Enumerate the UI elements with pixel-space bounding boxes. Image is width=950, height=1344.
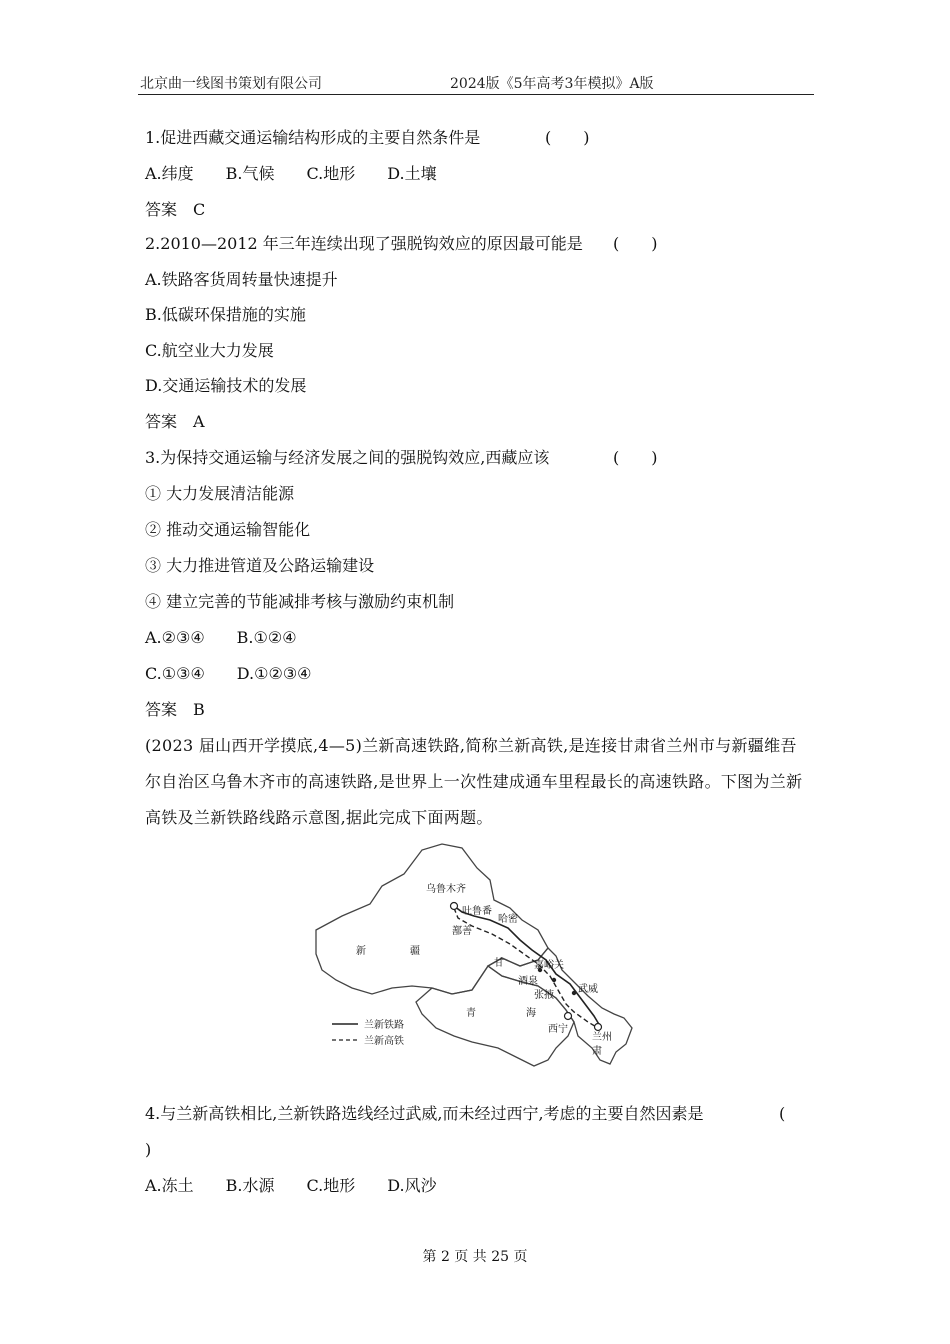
q4-options: A.冻土 B.水源 C.地形 D.风沙 xyxy=(145,1176,437,1195)
q3-options-ab: A.②③④ B.①②④ xyxy=(145,628,297,647)
q2-option-b: B.低碳环保措施的实施 xyxy=(145,305,306,324)
label-xinjiang-2: 疆 xyxy=(410,946,420,957)
label-jiayuguan: 嘉峪关 xyxy=(534,960,564,971)
qinghai-outline xyxy=(416,966,574,1066)
q4-paren-open: ( xyxy=(779,1104,786,1123)
q3-item-3: ③ 大力推进管道及公路运输建设 xyxy=(145,556,375,575)
page-footer: 第 2 页 共 25 页 xyxy=(422,1249,528,1265)
q3-stem: 3.为保持交通运输与经济发展之间的强脱钩效应,西藏应该 xyxy=(145,448,550,467)
label-shanshan: 鄯善 xyxy=(452,926,472,937)
label-wuwei: 武威 xyxy=(578,984,598,995)
q2-answer-paren: ( ) xyxy=(613,234,658,253)
book-title: 2024版《5年高考3年模拟》A版 xyxy=(450,76,654,92)
q2-option-a: A.铁路客货周转量快速提升 xyxy=(145,270,338,289)
legend-hsr: 兰新高铁 xyxy=(364,1036,404,1047)
lanzhou-marker xyxy=(595,1024,602,1031)
q2-option-c: C.航空业大力发展 xyxy=(145,341,274,360)
q2-stem: 2.2010—2012 年三年连续出现了强脱钩效应的原因最可能是 xyxy=(145,234,583,253)
zhangye-marker xyxy=(552,978,556,982)
q3-item-1: ① 大力发展清洁能源 xyxy=(145,484,295,503)
railway-map xyxy=(312,838,642,1070)
q3-item-4: ④ 建立完善的节能减排考核与激励约束机制 xyxy=(145,592,455,611)
q3-answer: 答案 B xyxy=(145,700,205,719)
wuwei-marker xyxy=(572,991,576,995)
label-urumqi: 乌鲁木齐 xyxy=(426,884,466,895)
publisher-name: 北京曲一线图书策划有限公司 xyxy=(140,76,322,92)
label-hami: 哈密 xyxy=(498,914,518,925)
map-legend xyxy=(332,1018,404,1047)
label-hai: 海 xyxy=(526,1008,536,1019)
q1-answer: 答案 C xyxy=(145,200,206,219)
q4-stem: 4.与兰新高铁相比,兰新铁路选线经过武威,而未经过西宁,考虑的主要自然因素是 xyxy=(145,1104,704,1123)
intro-paragraph: (2023 届山西开学摸底,4—5)兰新高速铁路,简称兰新高铁,是连接甘肃省兰州市与新疆维吾尔自治区乌鲁木齐市的高速铁路,是世界上一次性建成通车里程最长的高速铁路。下图为兰新高铁及兰新铁路线路示意图,据此完成下面两题。 xyxy=(145,736,803,827)
q1-answer-paren: ( ) xyxy=(545,128,590,147)
label-su: 肃 xyxy=(592,1046,602,1057)
legend-railway: 兰新铁路 xyxy=(364,1020,404,1031)
q1-options: A.纬度 B.气候 C.地形 D.土壤 xyxy=(145,164,437,183)
label-zhangye: 张掖 xyxy=(534,990,554,1001)
q3-item-2: ② 推动交通运输智能化 xyxy=(145,520,311,539)
label-gan: 甘 xyxy=(494,958,504,969)
label-xinjiang-1: 新 xyxy=(356,946,366,957)
label-lanzhou: 兰州 xyxy=(592,1032,612,1043)
q2-answer: 答案 A xyxy=(145,412,205,431)
label-qing: 青 xyxy=(466,1008,476,1019)
q3-options-cd: C.①③④ D.①②③④ xyxy=(145,664,312,683)
q2-option-d: D.交通运输技术的发展 xyxy=(145,376,307,395)
q1-stem: 1.促进西藏交通运输结构形成的主要自然条件是 xyxy=(145,128,481,147)
q4-paren-close: ) xyxy=(145,1140,152,1159)
xining-marker xyxy=(565,1013,572,1020)
label-xining: 西宁 xyxy=(548,1024,568,1035)
q3-answer-paren: ( ) xyxy=(613,448,658,467)
page-header xyxy=(138,72,814,95)
label-turpan: 吐鲁番 xyxy=(462,906,492,917)
label-jiuquan: 酒泉 xyxy=(518,976,538,987)
urumqi-marker xyxy=(451,903,458,910)
